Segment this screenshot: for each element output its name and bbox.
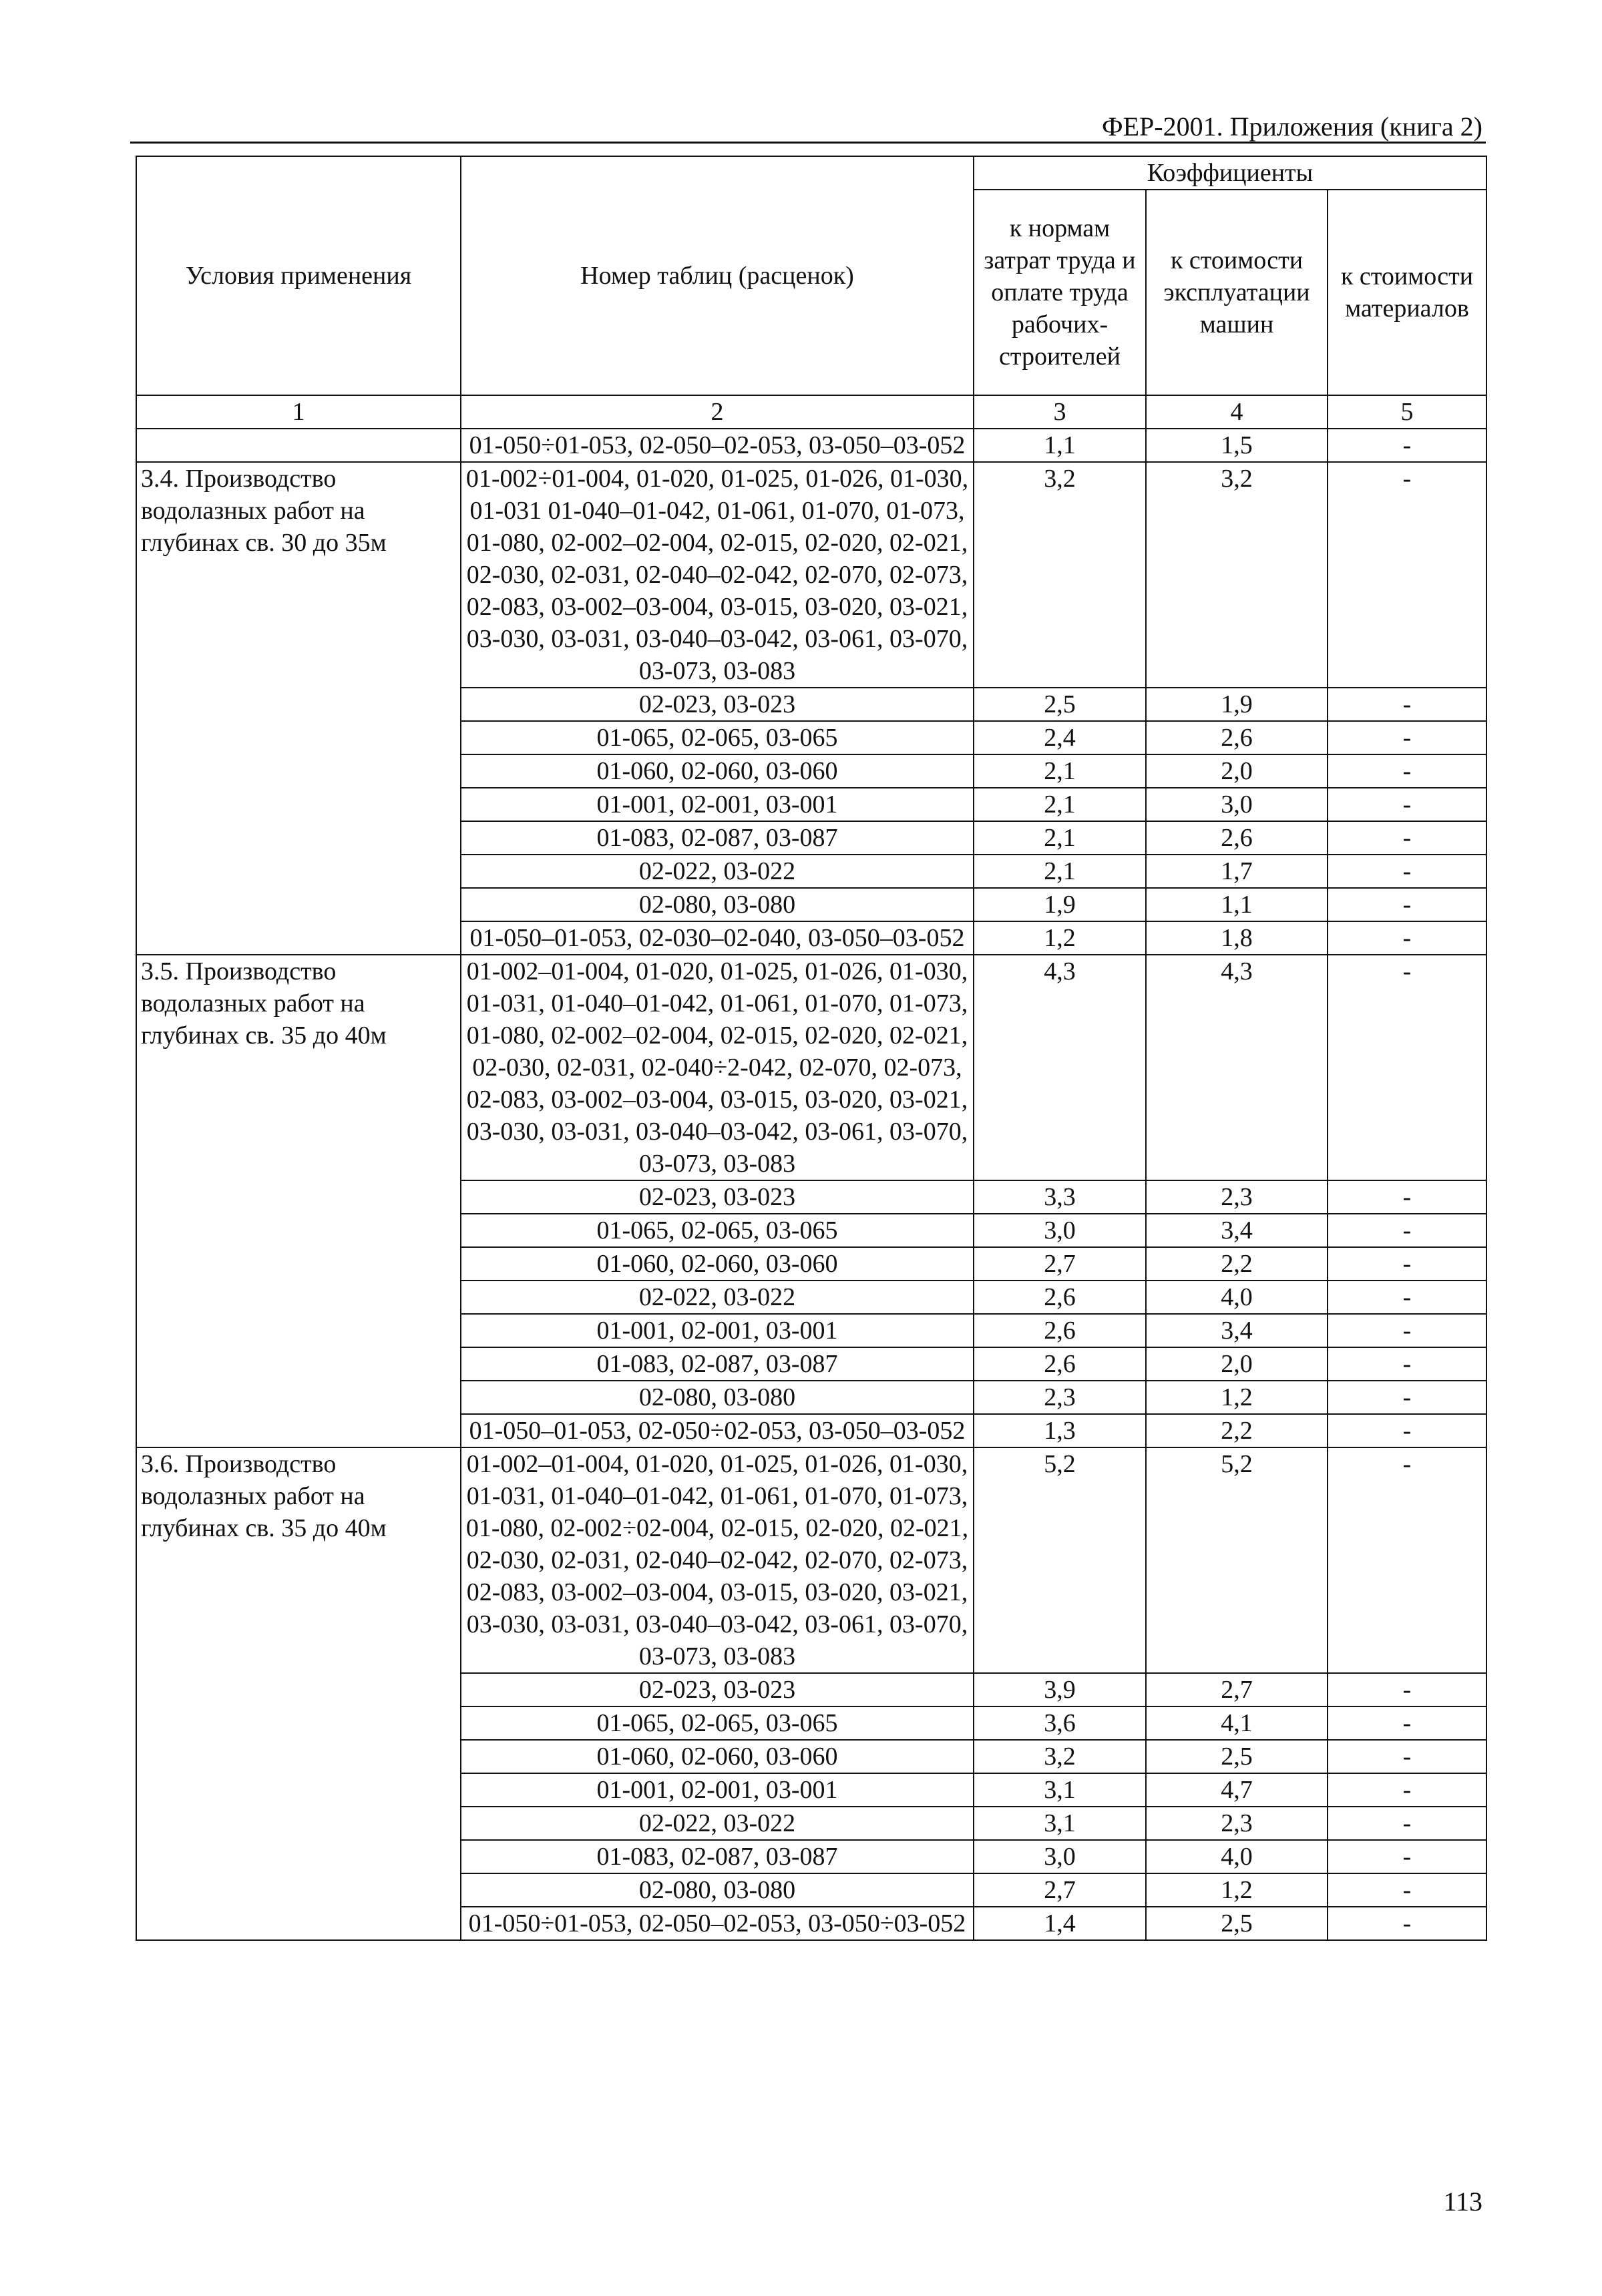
labor-coefficient: 1,2 — [974, 921, 1146, 955]
table-numbers-cell: 01-050÷01-053, 02-050–02-053, 03-050÷03-052 — [461, 1907, 974, 1940]
conditions-cell — [136, 429, 461, 462]
coefficients-table — [136, 156, 1487, 1941]
table-numbers-cell: 01-001, 02-001, 03-001 — [461, 1773, 974, 1807]
table-numbers-cell: 01-060, 02-060, 03-060 — [461, 754, 974, 788]
materials-coefficient: - — [1328, 1773, 1486, 1807]
table-numbers-cell: 01-001, 02-001, 03-001 — [461, 1314, 974, 1347]
labor-coefficient: 2,1 — [974, 821, 1146, 855]
table-row — [136, 955, 1486, 1180]
table-numbers-cell: 01-083, 02-087, 03-087 — [461, 1347, 974, 1381]
materials-coefficient: - — [1328, 721, 1486, 754]
table-numbers-cell: 01-002–01-004, 01-020, 01-025, 01-026, 01-030, 01-031, 01-040–01-042, 01-061, 01-070, 01-073, 01-080, 02-002÷02-004, 02-015, 02-020, 02-021, 02-030, 02-031, 02-040–02-042, 02-070, 02-073, 02-083, 03-002–03-004, 03-015, 03-020, 03-021, 03-030, 03-031, 03-040–03-042, 03-061, 03-070, 03-073, 03-083 — [461, 1447, 974, 1673]
header-machines: к стоимости эксплуатации машин — [1146, 190, 1328, 395]
machines-coefficient: 2,6 — [1146, 821, 1328, 855]
table-numbers-cell: 01-060, 02-060, 03-060 — [461, 1247, 974, 1281]
labor-coefficient: 2,5 — [974, 688, 1146, 721]
table-numbers-cell: 02-022, 03-022 — [461, 855, 974, 888]
machines-coefficient: 4,1 — [1146, 1706, 1328, 1740]
materials-coefficient: - — [1328, 1840, 1486, 1873]
table-numbers-cell: 01-050–01-053, 02-050÷02-053, 03-050–03-052 — [461, 1414, 974, 1447]
materials-coefficient: - — [1328, 1347, 1486, 1381]
machines-coefficient: 1,7 — [1146, 855, 1328, 888]
table-row — [136, 1447, 1486, 1673]
labor-coefficient: 1,9 — [974, 888, 1146, 921]
materials-coefficient: - — [1328, 462, 1486, 688]
table-row — [136, 429, 1486, 462]
table-numbers-cell: 01-083, 02-087, 03-087 — [461, 1840, 974, 1873]
table-numbers-cell: 01-002–01-004, 01-020, 01-025, 01-026, 01-030, 01-031, 01-040–01-042, 01-061, 01-070, 01-073, 01-080, 02-002–02-004, 02-015, 02-020, 02-021, 02-030, 02-031, 02-040÷2-042, 02-070, 02-073, 02-083, 03-002–03-004, 03-015, 03-020, 03-021, 03-030, 03-031, 03-040–03-042, 03-061, 03-070, 03-073, 03-083 — [461, 955, 974, 1180]
table-numbers-cell: 02-022, 03-022 — [461, 1807, 974, 1840]
table-numbers-cell: 01-065, 02-065, 03-065 — [461, 1706, 974, 1740]
condition-cell: 3.4. Производство водолазных работ на глубинах св. 30 до 35м — [136, 462, 461, 955]
table-numbers-cell: 01-002÷01-004, 01-020, 01-025, 01-026, 01-030, 01-031 01-040–01-042, 01-061, 01-070, 01-073, 01-080, 02-002–02-004, 02-015, 02-020, 02-021, 02-030, 02-031, 02-040–02-042, 02-070, 02-073, 02-083, 03-002–03-004, 03-015, 03-020, 03-021, 03-030, 03-031, 03-040–03-042, 03-061, 03-070, 03-073, 03-083 — [461, 462, 974, 688]
materials-coefficient: - — [1328, 1907, 1486, 1940]
materials-coefficient: - — [1328, 888, 1486, 921]
table-numbers-cell: 02-023, 03-023 — [461, 1673, 974, 1706]
machines-coefficient: 1,1 — [1146, 888, 1328, 921]
materials-coefficient: - — [1328, 1414, 1486, 1447]
column-number: 3 — [974, 395, 1146, 429]
materials-coefficient: - — [1328, 1807, 1486, 1840]
labor-coefficient: 3,1 — [974, 1807, 1146, 1840]
table-numbers-cell: 01-050÷01-053, 02-050–02-053, 03-050–03-052 — [461, 429, 974, 462]
labor-coefficient: 1,3 — [974, 1414, 1146, 1447]
column-number: 2 — [461, 395, 974, 429]
materials-coefficient: - — [1328, 921, 1486, 955]
machines-coefficient: 1,2 — [1146, 1873, 1328, 1907]
labor-coefficient: 2,6 — [974, 1281, 1146, 1314]
column-number: 5 — [1328, 395, 1486, 429]
materials-coefficient: - — [1328, 1180, 1486, 1214]
machines-coefficient: 4,0 — [1146, 1840, 1328, 1873]
labor-coefficient: 3,1 — [974, 1773, 1146, 1807]
condition-cell: 3.5. Производство водолазных работ на глубинах св. 35 до 40м — [136, 955, 461, 1447]
labor-coefficient: 3,2 — [974, 1740, 1146, 1773]
machines-coefficient: 4,7 — [1146, 1773, 1328, 1807]
labor-coefficient: 2,4 — [974, 721, 1146, 754]
table-numbers-cell: 02-023, 03-023 — [461, 688, 974, 721]
labor-coefficient: 3,0 — [974, 1840, 1146, 1873]
materials-coefficient: - — [1328, 1214, 1486, 1247]
machines-coefficient: 1,8 — [1146, 921, 1328, 955]
machines-coefficient: 5,2 — [1146, 1447, 1328, 1673]
materials-coefficient: - — [1328, 1314, 1486, 1347]
table-numbers-cell: 02-080, 03-080 — [461, 1873, 974, 1907]
running-title: ФЕР-2001. Приложения (книга 2) — [1102, 111, 1482, 142]
column-number: 1 — [136, 395, 461, 429]
machines-coefficient: 2,5 — [1146, 1740, 1328, 1773]
header-rule — [130, 142, 1486, 144]
machines-coefficient: 2,0 — [1146, 1347, 1328, 1381]
header-table-numbers: Номер таблиц (расценок) — [461, 156, 974, 395]
machines-coefficient: 2,0 — [1146, 754, 1328, 788]
labor-coefficient: 2,1 — [974, 754, 1146, 788]
labor-coefficient: 2,6 — [974, 1314, 1146, 1347]
labor-coefficient: 5,2 — [974, 1447, 1146, 1673]
materials-coefficient: - — [1328, 955, 1486, 1180]
materials-coefficient: - — [1328, 754, 1486, 788]
machines-coefficient: 2,2 — [1146, 1414, 1328, 1447]
materials-coefficient: - — [1328, 429, 1486, 462]
machines-coefficient: 2,6 — [1146, 721, 1328, 754]
header-materials: к стоимости материалов — [1328, 190, 1486, 395]
materials-coefficient: - — [1328, 1447, 1486, 1673]
labor-coefficient: 3,0 — [974, 1214, 1146, 1247]
materials-coefficient: - — [1328, 1706, 1486, 1740]
table-numbers-cell: 01-060, 02-060, 03-060 — [461, 1740, 974, 1773]
header-labor: к нормам затрат труда и оплате труда рабочих-строителей — [974, 190, 1146, 395]
materials-coefficient: - — [1328, 788, 1486, 821]
table-numbers-cell: 02-022, 03-022 — [461, 1281, 974, 1314]
header-coefficients: Коэффициенты — [974, 156, 1486, 190]
machines-coefficient: 1,5 — [1146, 429, 1328, 462]
machines-coefficient: 2,5 — [1146, 1907, 1328, 1940]
materials-coefficient: - — [1328, 1281, 1486, 1314]
machines-coefficient: 2,7 — [1146, 1673, 1328, 1706]
machines-coefficient: 3,2 — [1146, 462, 1328, 688]
table-numbers-cell: 02-080, 03-080 — [461, 1381, 974, 1414]
materials-coefficient: - — [1328, 855, 1486, 888]
table-numbers-cell: 01-065, 02-065, 03-065 — [461, 1214, 974, 1247]
labor-coefficient: 2,1 — [974, 855, 1146, 888]
labor-coefficient: 2,7 — [974, 1247, 1146, 1281]
table-numbers-cell: 02-023, 03-023 — [461, 1180, 974, 1214]
machines-coefficient: 1,2 — [1146, 1381, 1328, 1414]
machines-coefficient: 2,3 — [1146, 1807, 1328, 1840]
materials-coefficient: - — [1328, 1740, 1486, 1773]
machines-coefficient: 3,0 — [1146, 788, 1328, 821]
labor-coefficient: 4,3 — [974, 955, 1146, 1180]
table-numbers-cell: 02-080, 03-080 — [461, 888, 974, 921]
materials-coefficient: - — [1328, 821, 1486, 855]
table-numbers-cell: 01-083, 02-087, 03-087 — [461, 821, 974, 855]
materials-coefficient: - — [1328, 688, 1486, 721]
table-row — [136, 462, 1486, 688]
materials-coefficient: - — [1328, 1673, 1486, 1706]
labor-coefficient: 2,6 — [974, 1347, 1146, 1381]
labor-coefficient: 1,1 — [974, 429, 1146, 462]
table-numbers-cell: 01-065, 02-065, 03-065 — [461, 721, 974, 754]
machines-coefficient: 4,3 — [1146, 955, 1328, 1180]
page-number: 113 — [1443, 2187, 1482, 2217]
labor-coefficient: 3,3 — [974, 1180, 1146, 1214]
labor-coefficient: 3,6 — [974, 1706, 1146, 1740]
labor-coefficient: 2,1 — [974, 788, 1146, 821]
table-body — [136, 429, 1486, 1940]
labor-coefficient: 3,2 — [974, 462, 1146, 688]
materials-coefficient: - — [1328, 1247, 1486, 1281]
materials-coefficient: - — [1328, 1381, 1486, 1414]
labor-coefficient: 3,9 — [974, 1673, 1146, 1706]
machines-coefficient: 1,9 — [1146, 688, 1328, 721]
table-numbers-cell: 01-001, 02-001, 03-001 — [461, 788, 974, 821]
labor-coefficient: 2,3 — [974, 1381, 1146, 1414]
machines-coefficient: 2,3 — [1146, 1180, 1328, 1214]
machines-coefficient: 4,0 — [1146, 1281, 1328, 1314]
machines-coefficient: 2,2 — [1146, 1247, 1328, 1281]
machines-coefficient: 3,4 — [1146, 1314, 1328, 1347]
materials-coefficient: - — [1328, 1873, 1486, 1907]
condition-cell: 3.6. Производство водолазных работ на глубинах св. 35 до 40м — [136, 1447, 461, 1940]
labor-coefficient: 2,7 — [974, 1873, 1146, 1907]
header-conditions: Условия применения — [136, 156, 461, 395]
table-numbers-cell: 01-050–01-053, 02-030–02-040, 03-050–03-052 — [461, 921, 974, 955]
column-number: 4 — [1146, 395, 1328, 429]
machines-coefficient: 3,4 — [1146, 1214, 1328, 1247]
labor-coefficient: 1,4 — [974, 1907, 1146, 1940]
